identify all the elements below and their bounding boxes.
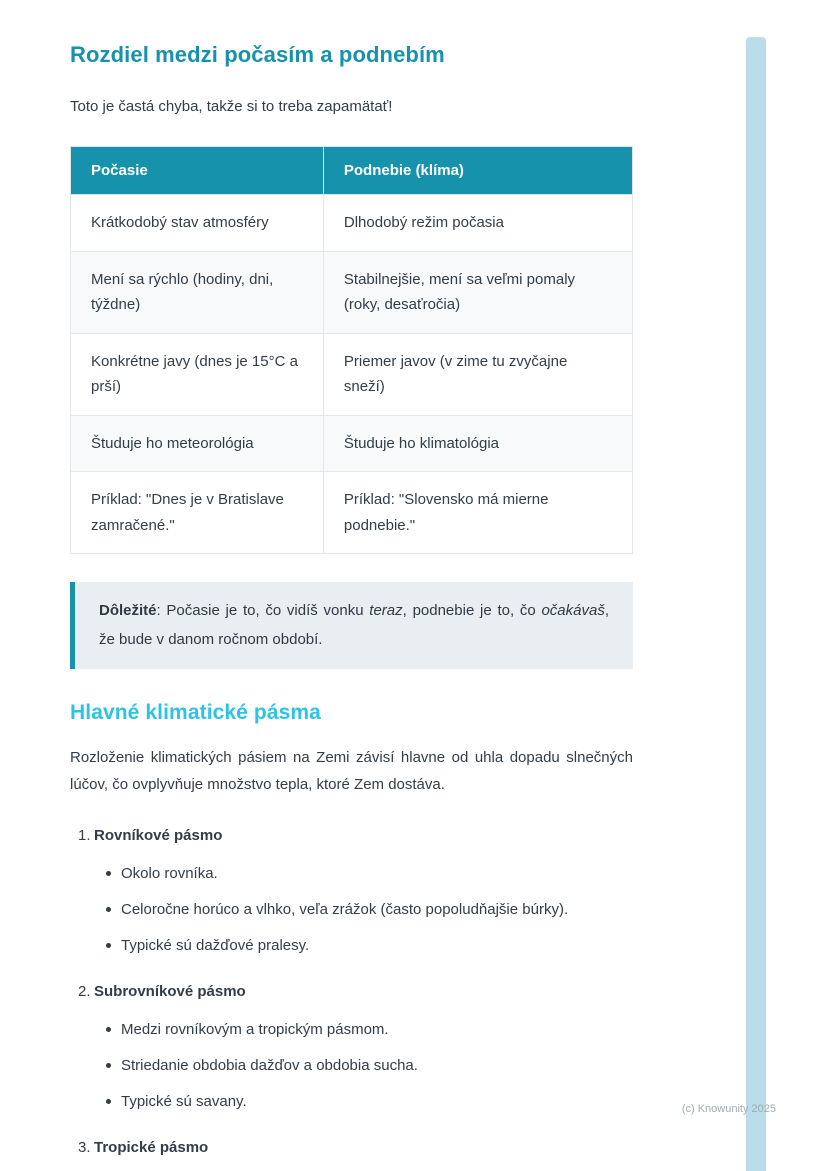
list-item-number: 1. [78, 826, 91, 844]
table-header-row [71, 147, 633, 195]
table-cell: Konkrétne javy (dnes je 15°C a prší) [71, 333, 324, 415]
bullet-item: Typické sú dažďové pralesy. [106, 934, 633, 958]
table-cell: Dlhodobý režim počasia [323, 195, 632, 252]
table-header-podnebie: Podnebie (klíma) [323, 147, 632, 195]
bullet-item: Striedanie obdobia dažďov a obdobia sucha. [106, 1054, 633, 1078]
list-item-number: 2. [78, 982, 91, 1000]
table-cell: Príklad: "Dnes je v Bratislave zamračené." [71, 472, 324, 554]
comparison-table [70, 146, 633, 554]
callout-text-part: , podnebie je to, čo [402, 602, 542, 620]
list-item [70, 980, 633, 1114]
table-header-pocasie: Počasie [71, 147, 324, 195]
bullet-item: Typické sú savany. [106, 1090, 633, 1114]
right-accent-bar [746, 37, 766, 1171]
callout-text-part: , že bude v danom ročnom období. [99, 602, 609, 648]
table-cell: Krátkodobý stav atmosféry [71, 195, 324, 252]
climate-zones-intro: Rozloženie klimatických pásiem na Zemi závisí hlavne od uhla dopadu slnečných lúčov, čo ovplyvňuje množstvo tepla, ktoré Zem dostáva. [70, 749, 633, 793]
callout-text [99, 597, 609, 654]
callout-text-part: : Počasie je to, čo vidíš vonku [156, 602, 370, 620]
table-row [71, 195, 633, 252]
bullet-item: Celoročne horúco a vlhko, veľa zrážok (často popoludňajšie búrky). [106, 898, 633, 922]
list-item-number: 3. [78, 1138, 91, 1156]
list-item-heading [70, 980, 633, 1004]
list-item [70, 1136, 633, 1160]
table-cell: Priemer javov (v zime tu zvyčajne sneží) [323, 333, 632, 415]
list-item-title: Tropické pásmo [94, 1138, 209, 1156]
list-item [70, 824, 633, 958]
intro-paragraph: Toto je častá chyba, takže si to treba zapamätať! [70, 98, 393, 115]
table-cell: Študuje ho klimatológia [323, 415, 632, 472]
callout-italic: teraz [369, 602, 403, 620]
callout-label: Dôležité [99, 602, 157, 620]
bullet-item: Okolo rovníka. [106, 862, 633, 886]
table-row [71, 472, 633, 554]
important-callout [70, 582, 633, 669]
heading-climate-zones: Hlavné klimatické pásma [70, 701, 321, 725]
table-cell: Príklad: "Slovensko má mierne podnebie." [323, 472, 632, 554]
list-item-heading [70, 824, 633, 848]
heading-weather-vs-climate: Rozdiel medzi počasím a podnebím [70, 42, 445, 67]
bullet-item: Medzi rovníkovým a tropickým pásmom. [106, 1018, 633, 1042]
footer-copyright: (c) Knowunity 2025 [681, 1103, 776, 1115]
table-cell: Mení sa rýchlo (hodiny, dni, týždne) [71, 251, 324, 333]
list-item-heading [70, 1136, 633, 1160]
table-cell: Študuje ho meteorológia [71, 415, 324, 472]
callout-italic: očakávaš [541, 602, 605, 620]
bullet-list [70, 1018, 633, 1114]
list-item-title: Rovníkové pásmo [94, 826, 223, 844]
list-item-title: Subrovníkové pásmo [94, 982, 246, 1000]
table-cell: Stabilnejšie, mení sa veľmi pomaly (roky, desaťročia) [323, 251, 632, 333]
table-row [71, 415, 633, 472]
bullet-list [70, 862, 633, 958]
table-row [71, 333, 633, 415]
document-content [70, 42, 633, 1171]
climate-zones-list [70, 824, 633, 1160]
table-row [71, 251, 633, 333]
